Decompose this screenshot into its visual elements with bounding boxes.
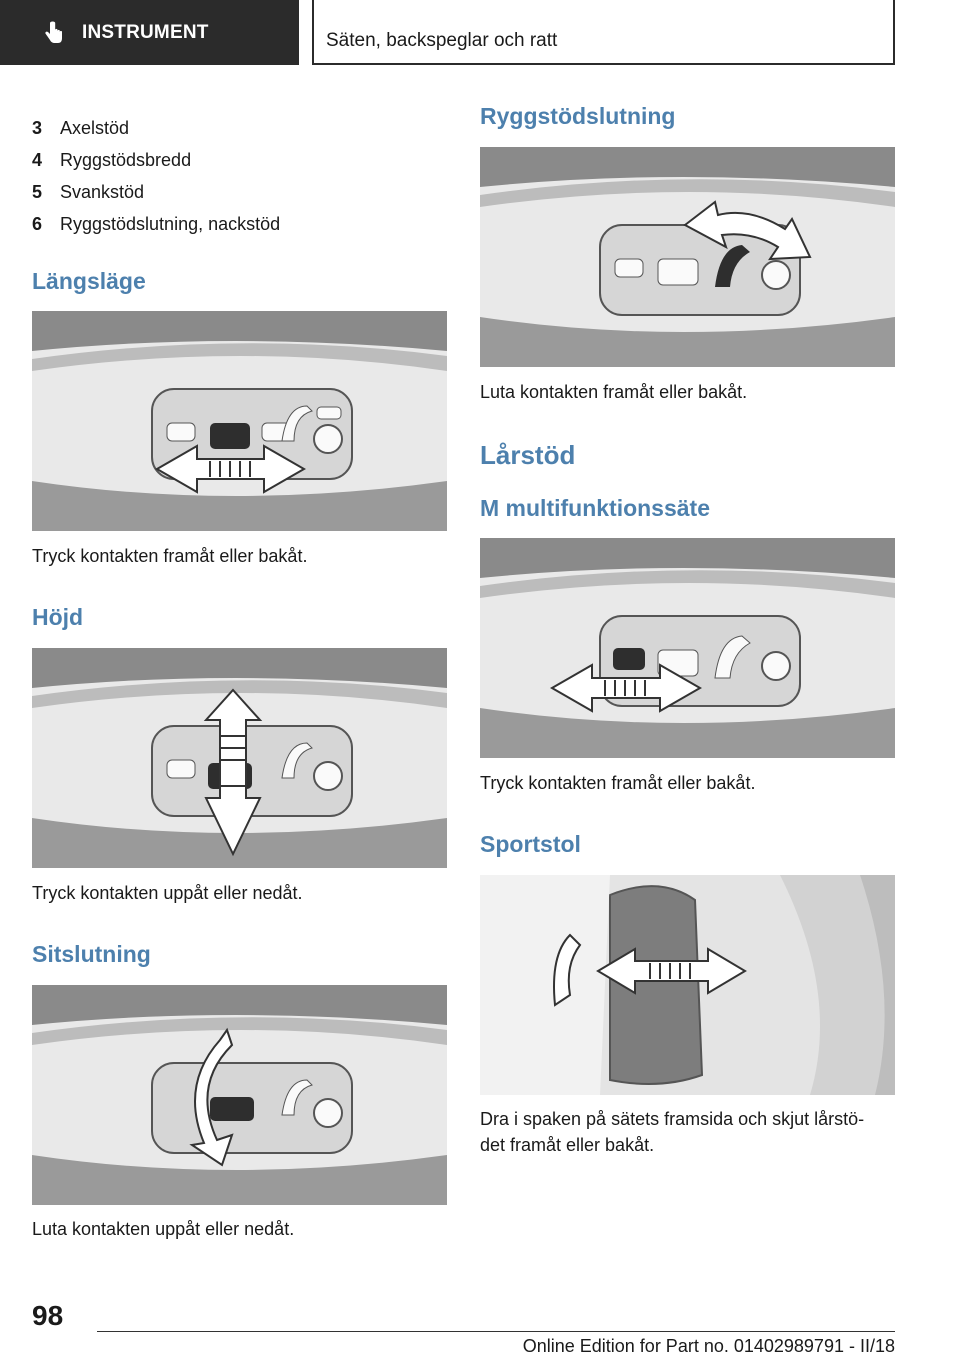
- footer-rule: [97, 1331, 895, 1332]
- heading-langslage: Längsläge: [32, 268, 146, 294]
- list-item: 5 Svankstöd: [32, 181, 145, 202]
- caption-sportstol: Dra i spaken på sätets framsida och skjut lårstö- det framåt eller bakåt.: [480, 1109, 865, 1155]
- caption-hojd: Tryck kontakten uppåt eller nedåt.: [32, 883, 303, 903]
- figure-seat-switch-longitudinal: [32, 311, 447, 531]
- heading-sitslutning: Sitslutning: [32, 941, 151, 967]
- heading-hojd: Höjd: [32, 604, 84, 630]
- footer-edition: Online Edition for Part no. 01402989791 - II/18: [522, 1336, 895, 1356]
- section-label: INSTRUMENT: [82, 21, 209, 43]
- legend-list: [32, 112, 432, 240]
- figure-sport-seat-thigh-support: [480, 875, 895, 1095]
- figure-seat-switch-thigh-support: [480, 538, 895, 758]
- figure-seat-switch-backrest: [480, 147, 895, 367]
- list-item: 3 Axelstöd: [32, 117, 130, 138]
- list-item: 6 Ryggstödslutning, nackstöd: [32, 213, 281, 234]
- figure-seat-switch-tilt: [32, 985, 447, 1205]
- caption-m-multifunktionssate: Tryck kontakten framåt eller bakåt.: [480, 773, 756, 793]
- caption-ryggstodslutning: Luta kontakten framåt eller bakåt.: [480, 382, 748, 402]
- caption-langslage: Tryck kontakten framåt eller bakåt.: [32, 546, 308, 566]
- caption-sitslutning: Luta kontakten uppåt eller nedåt.: [32, 1219, 295, 1239]
- heading-sportstol: Sportstol: [480, 831, 581, 857]
- list-item: 4 Ryggstödsbredd: [32, 149, 192, 170]
- page-number: 98: [32, 1300, 64, 1331]
- section-tab: [0, 0, 299, 65]
- figure-seat-switch-height: [32, 648, 447, 868]
- heading-ryggstodslutning: Ryggstödslutning: [480, 103, 676, 129]
- heading-m-multifunktionssate: M multifunktionssäte: [480, 495, 711, 521]
- chapter-title: Säten, backspeglar och ratt: [312, 0, 895, 65]
- heading-larstod: Lårstöd: [480, 440, 576, 470]
- hand-pointer-icon: [40, 20, 66, 46]
